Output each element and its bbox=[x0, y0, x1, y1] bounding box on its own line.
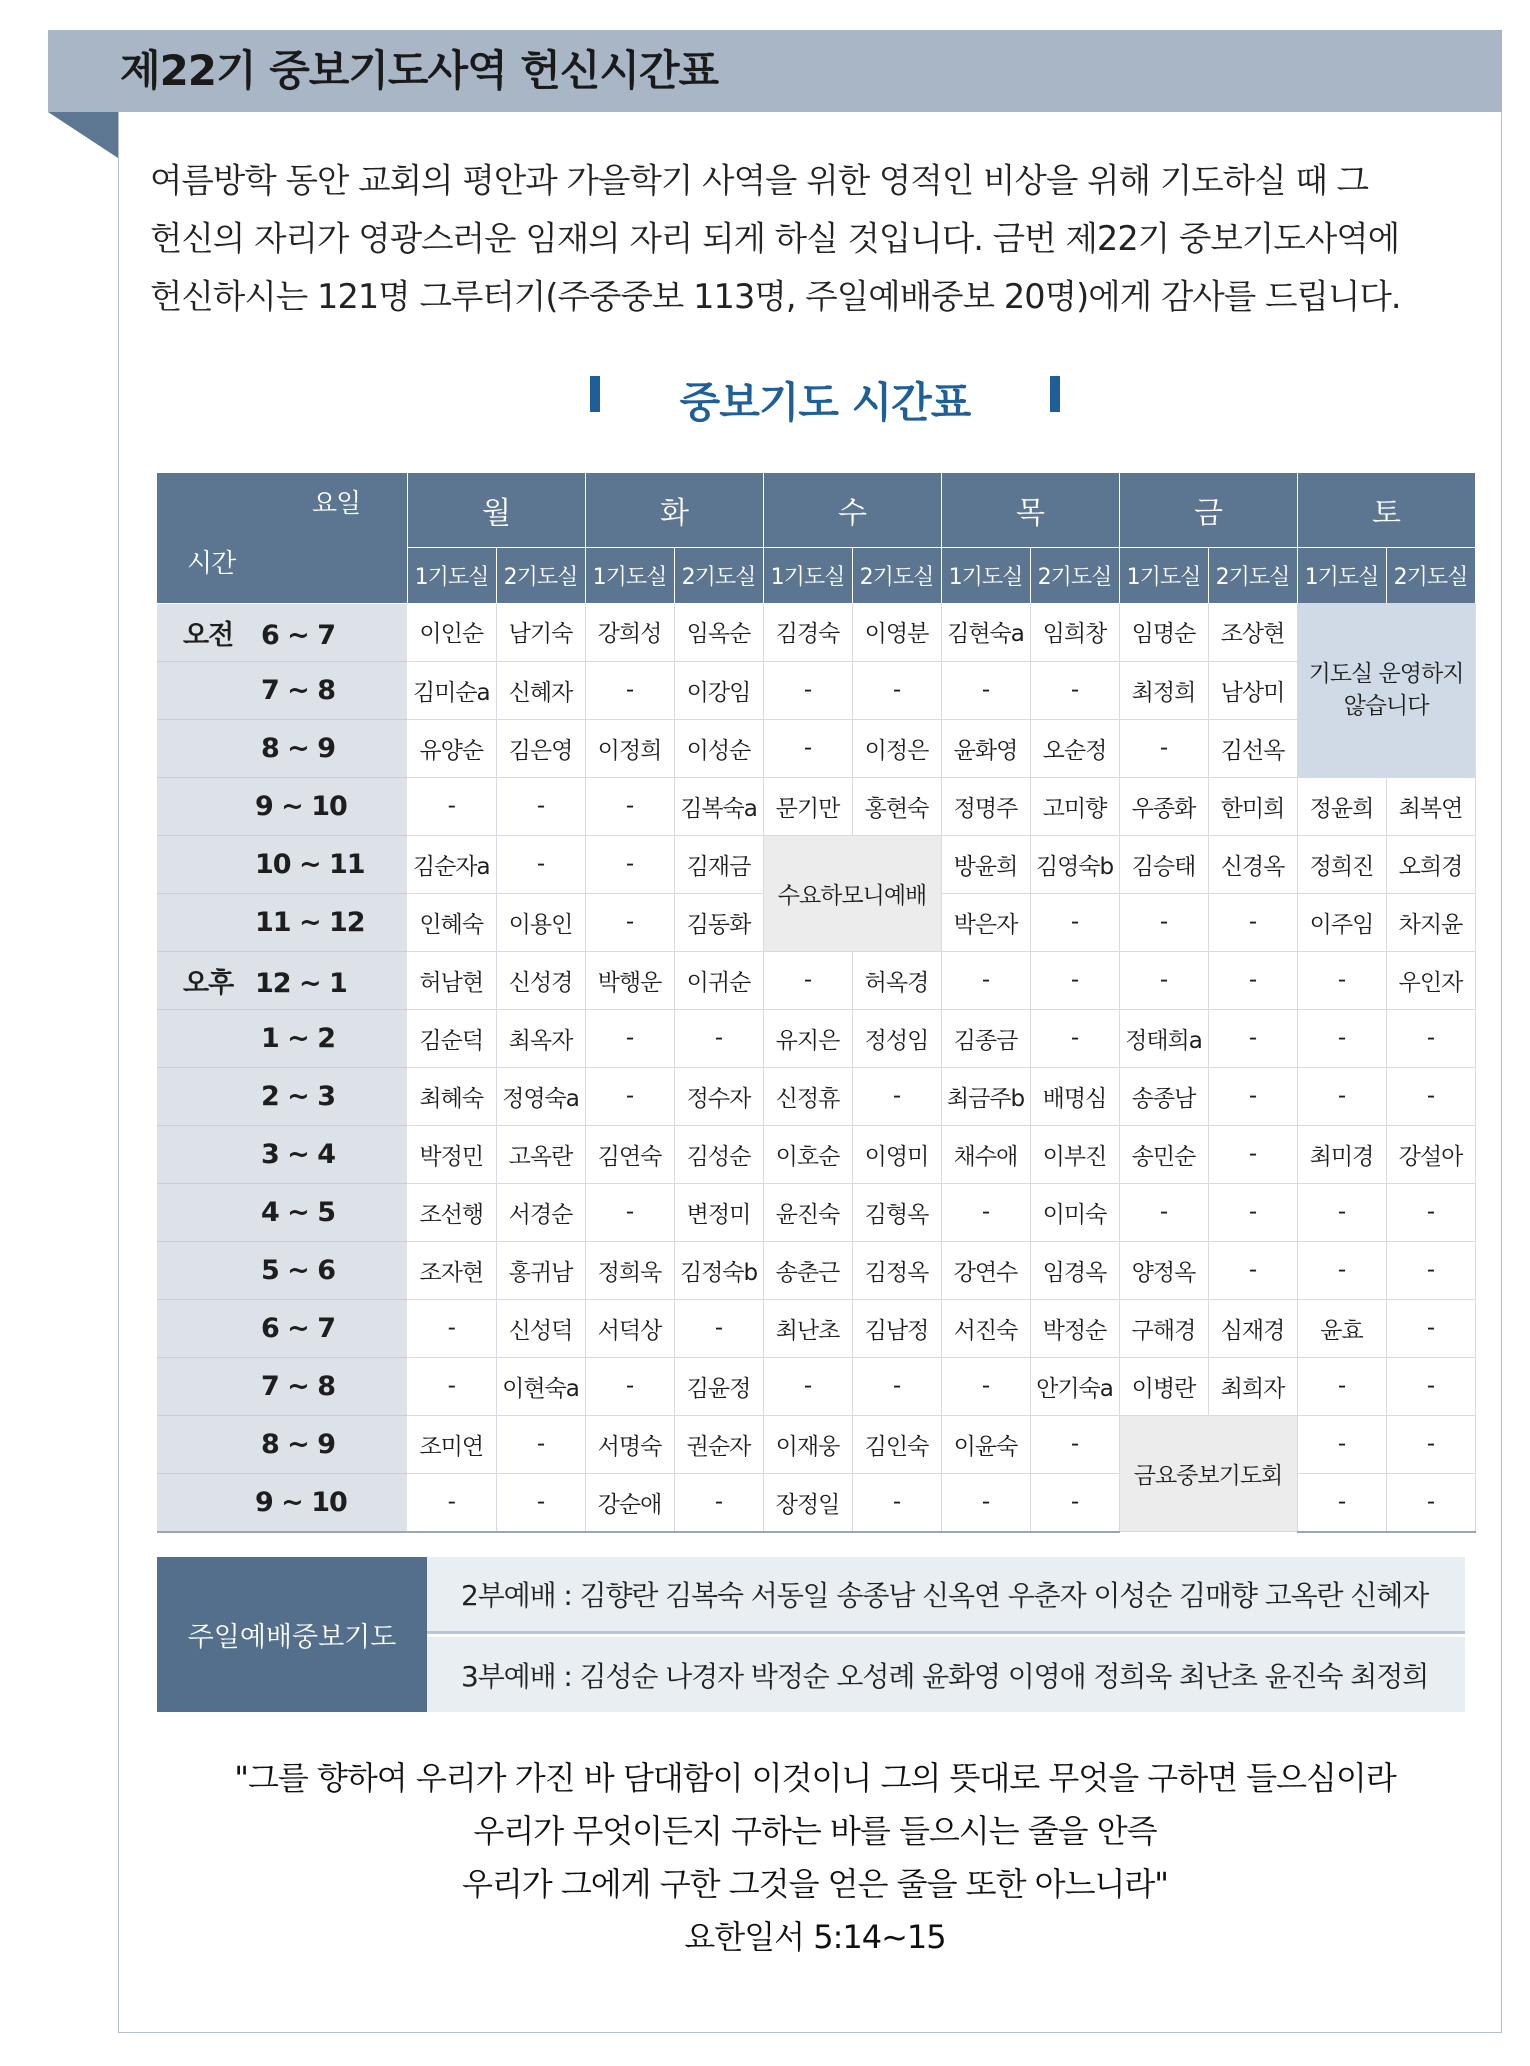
scripture-quote bbox=[150, 1752, 1480, 1964]
volunteer-cell: - bbox=[1030, 661, 1119, 719]
volunteer-cell: - bbox=[1386, 1357, 1475, 1415]
volunteer-cell: - bbox=[1297, 1183, 1386, 1241]
volunteer-cell: 남기숙 bbox=[496, 603, 585, 661]
time-range: 7 ~ 8 bbox=[261, 674, 335, 706]
volunteer-cell: 김인숙 bbox=[852, 1415, 941, 1473]
volunteer-cell: 최금주b bbox=[941, 1067, 1030, 1125]
volunteer-cell: 김정숙b bbox=[674, 1241, 763, 1299]
volunteer-cell: 최옥자 bbox=[496, 1009, 585, 1067]
time-slot bbox=[157, 1415, 407, 1473]
volunteer-cell: 최미경 bbox=[1297, 1125, 1386, 1183]
time-slot bbox=[157, 1183, 407, 1241]
time-range: 11 ~ 12 bbox=[255, 906, 365, 938]
volunteer-cell: 임명순 bbox=[1119, 603, 1208, 661]
volunteer-cell: - bbox=[1386, 1299, 1475, 1357]
heading-bar-right bbox=[1050, 376, 1060, 412]
volunteer-cell: - bbox=[941, 1183, 1030, 1241]
volunteer-cell: 김현숙a bbox=[941, 603, 1030, 661]
volunteer-cell: - bbox=[1208, 893, 1297, 951]
volunteer-cell: 정성임 bbox=[852, 1009, 941, 1067]
schedule-row bbox=[157, 777, 1475, 835]
schedule-row bbox=[157, 1067, 1475, 1125]
volunteer-cell: 김정옥 bbox=[852, 1241, 941, 1299]
volunteer-cell: - bbox=[1297, 1415, 1386, 1473]
volunteer-cell: - bbox=[1386, 1067, 1475, 1125]
volunteer-cell: - bbox=[496, 835, 585, 893]
volunteer-cell: 이호순 bbox=[763, 1125, 852, 1183]
volunteer-cell: 조자현 bbox=[407, 1241, 496, 1299]
time-range: 4 ~ 5 bbox=[261, 1196, 335, 1228]
time-range: 10 ~ 11 bbox=[255, 848, 365, 880]
schedule-row bbox=[157, 1125, 1475, 1183]
day-header: 화 bbox=[585, 473, 763, 548]
volunteer-cell: 김성순 bbox=[674, 1125, 763, 1183]
volunteer-cell: - bbox=[852, 1357, 941, 1415]
room-header: 1기도실 bbox=[941, 548, 1030, 604]
time-range: 6 ~ 7 bbox=[261, 1312, 335, 1344]
volunteer-cell: - bbox=[1030, 1415, 1119, 1473]
sunday-service-3: 3부예배 : 김성순 나경자 박정순 오성례 윤화영 이영애 정희욱 최난초 윤진숙 최정희 bbox=[427, 1637, 1465, 1712]
volunteer-cell: 우종화 bbox=[1119, 777, 1208, 835]
volunteer-cell: 김남정 bbox=[852, 1299, 941, 1357]
volunteer-cell: - bbox=[1030, 951, 1119, 1009]
volunteer-cell: - bbox=[1119, 893, 1208, 951]
volunteer-cell: - bbox=[852, 1473, 941, 1532]
volunteer-cell: 이부진 bbox=[1030, 1125, 1119, 1183]
room-header: 1기도실 bbox=[585, 548, 674, 604]
volunteer-cell: 신경옥 bbox=[1208, 835, 1297, 893]
volunteer-cell: 오순정 bbox=[1030, 719, 1119, 777]
volunteer-cell: 방윤희 bbox=[941, 835, 1030, 893]
volunteer-cell: 고미향 bbox=[1030, 777, 1119, 835]
volunteer-cell: 김경숙 bbox=[763, 603, 852, 661]
volunteer-cell: 송종남 bbox=[1119, 1067, 1208, 1125]
volunteer-cell: 박행운 bbox=[585, 951, 674, 1009]
room-header: 2기도실 bbox=[674, 548, 763, 604]
volunteer-cell: 오희경 bbox=[1386, 835, 1475, 893]
volunteer-cell: 신성덕 bbox=[496, 1299, 585, 1357]
volunteer-cell: 이성순 bbox=[674, 719, 763, 777]
volunteer-cell: 정명주 bbox=[941, 777, 1030, 835]
volunteer-cell: 김미순a bbox=[407, 661, 496, 719]
schedule-row bbox=[157, 719, 1475, 777]
friday-meeting-block: 금요중보기도회 bbox=[1119, 1415, 1297, 1532]
schedule-row bbox=[157, 1009, 1475, 1067]
volunteer-cell: 이강임 bbox=[674, 661, 763, 719]
volunteer-cell: 이병란 bbox=[1119, 1357, 1208, 1415]
volunteer-cell: 김재금 bbox=[674, 835, 763, 893]
time-range: 8 ~ 9 bbox=[261, 732, 335, 764]
time-slot bbox=[157, 603, 407, 661]
header-corner bbox=[157, 473, 407, 603]
volunteer-cell: 강연수 bbox=[941, 1241, 1030, 1299]
volunteer-cell: - bbox=[852, 1067, 941, 1125]
day-header: 토 bbox=[1297, 473, 1475, 548]
volunteer-cell: 신혜자 bbox=[496, 661, 585, 719]
volunteer-cell: 서명숙 bbox=[585, 1415, 674, 1473]
volunteer-cell: 윤진숙 bbox=[763, 1183, 852, 1241]
volunteer-cell: - bbox=[1119, 719, 1208, 777]
volunteer-cell: - bbox=[1386, 1241, 1475, 1299]
time-slot bbox=[157, 1473, 407, 1532]
time-slot bbox=[157, 835, 407, 893]
volunteer-cell: - bbox=[1030, 893, 1119, 951]
volunteer-cell: 한미희 bbox=[1208, 777, 1297, 835]
volunteer-cell: 김순덕 bbox=[407, 1009, 496, 1067]
volunteer-cell: - bbox=[496, 1415, 585, 1473]
volunteer-cell: - bbox=[407, 777, 496, 835]
volunteer-cell: 이정희 bbox=[585, 719, 674, 777]
time-slot bbox=[157, 1009, 407, 1067]
volunteer-cell: - bbox=[1386, 1009, 1475, 1067]
volunteer-cell: 이영분 bbox=[852, 603, 941, 661]
schedule-row bbox=[157, 1299, 1475, 1357]
volunteer-cell: 서덕상 bbox=[585, 1299, 674, 1357]
time-slot bbox=[157, 1125, 407, 1183]
volunteer-cell: 변정미 bbox=[674, 1183, 763, 1241]
volunteer-cell: 정윤희 bbox=[1297, 777, 1386, 835]
volunteer-cell: 정희욱 bbox=[585, 1241, 674, 1299]
volunteer-cell: 신성경 bbox=[496, 951, 585, 1009]
time-range: 2 ~ 3 bbox=[261, 1080, 335, 1112]
volunteer-cell: - bbox=[763, 951, 852, 1009]
volunteer-cell: 이영미 bbox=[852, 1125, 941, 1183]
schedule-heading bbox=[590, 366, 1060, 426]
volunteer-cell: 최복연 bbox=[1386, 777, 1475, 835]
room-header: 2기도실 bbox=[1386, 548, 1475, 604]
volunteer-cell: 허남현 bbox=[407, 951, 496, 1009]
volunteer-cell: 서경순 bbox=[496, 1183, 585, 1241]
volunteer-cell: 정수자 bbox=[674, 1067, 763, 1125]
volunteer-cell: 송춘근 bbox=[763, 1241, 852, 1299]
volunteer-cell: - bbox=[585, 893, 674, 951]
am-pm-label: 오전 bbox=[183, 619, 234, 651]
volunteer-cell: - bbox=[941, 661, 1030, 719]
day-header: 월 bbox=[407, 473, 585, 548]
schedule-row bbox=[157, 1183, 1475, 1241]
volunteer-cell: 박정순 bbox=[1030, 1299, 1119, 1357]
volunteer-cell: 심재경 bbox=[1208, 1299, 1297, 1357]
volunteer-cell: - bbox=[1386, 1183, 1475, 1241]
volunteer-cell: - bbox=[1119, 951, 1208, 1009]
volunteer-cell: 김동화 bbox=[674, 893, 763, 951]
room-header: 1기도실 bbox=[763, 548, 852, 604]
volunteer-cell: 안기숙a bbox=[1030, 1357, 1119, 1415]
volunteer-cell: - bbox=[1208, 1183, 1297, 1241]
volunteer-cell: 권순자 bbox=[674, 1415, 763, 1473]
day-header: 금 bbox=[1119, 473, 1297, 548]
sunday-label: 주일예배중보기도 bbox=[157, 1557, 427, 1712]
time-range: 9 ~ 10 bbox=[255, 790, 347, 822]
volunteer-cell: 최희자 bbox=[1208, 1357, 1297, 1415]
volunteer-cell: 차지윤 bbox=[1386, 893, 1475, 951]
volunteer-cell: 최정희 bbox=[1119, 661, 1208, 719]
sunday-intercession-box bbox=[157, 1557, 1465, 1712]
volunteer-cell: - bbox=[1297, 1473, 1386, 1532]
volunteer-cell: - bbox=[1386, 1415, 1475, 1473]
volunteer-cell: 문기만 bbox=[763, 777, 852, 835]
saturday-closed-notice: 기도실 운영하지 않습니다 bbox=[1297, 603, 1475, 777]
volunteer-cell: 구해경 bbox=[1119, 1299, 1208, 1357]
verse-reference: 요한일서 5:14~15 bbox=[684, 1918, 946, 1956]
time-range: 9 ~ 10 bbox=[255, 1486, 347, 1518]
volunteer-cell: 강설아 bbox=[1386, 1125, 1475, 1183]
volunteer-cell: 우인자 bbox=[1386, 951, 1475, 1009]
volunteer-cell: 유지은 bbox=[763, 1009, 852, 1067]
volunteer-cell: - bbox=[585, 1067, 674, 1125]
volunteer-cell: - bbox=[496, 1473, 585, 1532]
schedule-row bbox=[157, 1415, 1475, 1473]
volunteer-cell: 이주임 bbox=[1297, 893, 1386, 951]
volunteer-cell: - bbox=[674, 1009, 763, 1067]
time-range: 12 ~ 1 bbox=[255, 967, 347, 999]
volunteer-cell: 이귀순 bbox=[674, 951, 763, 1009]
volunteer-cell: 양정옥 bbox=[1119, 1241, 1208, 1299]
day-header: 수 bbox=[763, 473, 941, 548]
volunteer-cell: 김형옥 bbox=[852, 1183, 941, 1241]
intro-line: 헌신의 자리가 영광스러운 임재의 자리 되게 하실 것입니다. 금번 제22기 중보기도사역에 bbox=[150, 219, 1400, 258]
room-header: 2기도실 bbox=[1030, 548, 1119, 604]
volunteer-cell: 이정은 bbox=[852, 719, 941, 777]
schedule-heading-text: 중보기도 시간표 bbox=[679, 378, 971, 427]
room-header: 1기도실 bbox=[1297, 548, 1386, 604]
volunteer-cell: 박은자 bbox=[941, 893, 1030, 951]
volunteer-cell: 이인순 bbox=[407, 603, 496, 661]
volunteer-cell: - bbox=[585, 777, 674, 835]
volunteer-cell: - bbox=[1297, 1067, 1386, 1125]
volunteer-cell: - bbox=[585, 1357, 674, 1415]
volunteer-cell: 윤효 bbox=[1297, 1299, 1386, 1357]
volunteer-cell: 김순자a bbox=[407, 835, 496, 893]
time-range: 1 ~ 2 bbox=[261, 1022, 335, 1054]
volunteer-cell: 장정일 bbox=[763, 1473, 852, 1532]
volunteer-cell: 임희창 bbox=[1030, 603, 1119, 661]
volunteer-cell: - bbox=[496, 777, 585, 835]
volunteer-cell: 박정민 bbox=[407, 1125, 496, 1183]
volunteer-cell: - bbox=[407, 1299, 496, 1357]
time-range: 8 ~ 9 bbox=[261, 1428, 335, 1460]
volunteer-cell: 남상미 bbox=[1208, 661, 1297, 719]
volunteer-cell: 강순애 bbox=[585, 1473, 674, 1532]
volunteer-cell: 정희진 bbox=[1297, 835, 1386, 893]
volunteer-cell: 서진숙 bbox=[941, 1299, 1030, 1357]
verse-line: 우리가 그에게 구한 그것을 얻은 줄을 또한 아느니라" bbox=[461, 1865, 1169, 1903]
volunteer-cell: - bbox=[1208, 1009, 1297, 1067]
volunteer-cell: 최혜숙 bbox=[407, 1067, 496, 1125]
volunteer-cell: 임옥순 bbox=[674, 603, 763, 661]
prayer-schedule-table bbox=[157, 473, 1476, 1533]
title-fold-decoration bbox=[48, 112, 118, 158]
volunteer-cell: 송민순 bbox=[1119, 1125, 1208, 1183]
schedule-row bbox=[157, 951, 1475, 1009]
wednesday-service-block: 수요하모니예배 bbox=[763, 835, 941, 951]
volunteer-cell: - bbox=[585, 1009, 674, 1067]
am-pm-label: 오후 bbox=[183, 967, 234, 999]
volunteer-cell: 최난초 bbox=[763, 1299, 852, 1357]
volunteer-cell: 이미숙 bbox=[1030, 1183, 1119, 1241]
volunteer-cell: 김선옥 bbox=[1208, 719, 1297, 777]
volunteer-cell: - bbox=[1297, 1357, 1386, 1415]
volunteer-cell: - bbox=[585, 835, 674, 893]
volunteer-cell: - bbox=[407, 1473, 496, 1532]
room-header: 1기도실 bbox=[1119, 548, 1208, 604]
time-slot bbox=[157, 1067, 407, 1125]
volunteer-cell: 강희성 bbox=[585, 603, 674, 661]
volunteer-cell: 정태희a bbox=[1119, 1009, 1208, 1067]
volunteer-cell: - bbox=[1208, 951, 1297, 1009]
volunteer-cell: 김종금 bbox=[941, 1009, 1030, 1067]
volunteer-cell: - bbox=[1297, 951, 1386, 1009]
verse-line: "그를 향하여 우리가 가진 바 담대함이 이것이니 그의 뜻대로 무엇을 구하면 들으심이라 bbox=[234, 1759, 1396, 1797]
volunteer-cell: - bbox=[763, 1357, 852, 1415]
schedule-row bbox=[157, 1357, 1475, 1415]
volunteer-cell: - bbox=[1297, 1009, 1386, 1067]
volunteer-cell: 김은영 bbox=[496, 719, 585, 777]
volunteer-cell: - bbox=[1030, 1009, 1119, 1067]
volunteer-cell: 고옥란 bbox=[496, 1125, 585, 1183]
volunteer-cell: - bbox=[852, 661, 941, 719]
volunteer-cell: 김복숙a bbox=[674, 777, 763, 835]
volunteer-cell: - bbox=[585, 1183, 674, 1241]
intro-line: 여름방학 동안 교회의 평안과 가을학기 사역을 위한 영적인 비상을 위해 기도하실 때 그 bbox=[150, 161, 1369, 200]
time-slot bbox=[157, 1357, 407, 1415]
volunteer-cell: - bbox=[763, 719, 852, 777]
volunteer-cell: 배명심 bbox=[1030, 1067, 1119, 1125]
volunteer-cell: - bbox=[1208, 1125, 1297, 1183]
volunteer-cell: 김영숙b bbox=[1030, 835, 1119, 893]
schedule-row bbox=[157, 603, 1475, 661]
volunteer-cell: - bbox=[674, 1299, 763, 1357]
time-slot bbox=[157, 777, 407, 835]
volunteer-cell: 정영숙a bbox=[496, 1067, 585, 1125]
time-slot bbox=[157, 893, 407, 951]
header-time-label: 시간 bbox=[187, 549, 236, 579]
volunteer-cell: 이용인 bbox=[496, 893, 585, 951]
volunteer-cell: - bbox=[1297, 1241, 1386, 1299]
volunteer-cell: 이윤숙 bbox=[941, 1415, 1030, 1473]
volunteer-cell: 허옥경 bbox=[852, 951, 941, 1009]
schedule-row bbox=[157, 1241, 1475, 1299]
header-day-label: 요일 bbox=[312, 489, 361, 519]
volunteer-cell: - bbox=[1386, 1473, 1475, 1532]
volunteer-cell: - bbox=[585, 661, 674, 719]
volunteer-cell: 임경옥 bbox=[1030, 1241, 1119, 1299]
time-range: 5 ~ 6 bbox=[261, 1254, 335, 1286]
volunteer-cell: 홍현숙 bbox=[852, 777, 941, 835]
volunteer-cell: 조상현 bbox=[1208, 603, 1297, 661]
time-range: 7 ~ 8 bbox=[261, 1370, 335, 1402]
volunteer-cell: - bbox=[1119, 1183, 1208, 1241]
time-range: 6 ~ 7 bbox=[261, 619, 335, 651]
volunteer-cell: 김승태 bbox=[1119, 835, 1208, 893]
volunteer-cell: 신정휴 bbox=[763, 1067, 852, 1125]
volunteer-cell: 유양순 bbox=[407, 719, 496, 777]
intro-paragraph bbox=[150, 152, 1490, 326]
volunteer-cell: 홍귀남 bbox=[496, 1241, 585, 1299]
volunteer-cell: - bbox=[941, 951, 1030, 1009]
time-range: 3 ~ 4 bbox=[261, 1138, 335, 1170]
volunteer-cell: 이재웅 bbox=[763, 1415, 852, 1473]
verse-line: 우리가 무엇이든지 구하는 바를 들으시는 줄을 안즉 bbox=[473, 1812, 1157, 1850]
page-title: 제22기 중보기도사역 헌신시간표 bbox=[120, 46, 719, 95]
volunteer-cell: 조미연 bbox=[407, 1415, 496, 1473]
volunteer-cell: - bbox=[1208, 1067, 1297, 1125]
volunteer-cell: - bbox=[763, 661, 852, 719]
volunteer-cell: 조선행 bbox=[407, 1183, 496, 1241]
volunteer-cell: - bbox=[941, 1357, 1030, 1415]
time-slot bbox=[157, 719, 407, 777]
room-header: 2기도실 bbox=[496, 548, 585, 604]
room-header: 1기도실 bbox=[407, 548, 496, 604]
day-header: 목 bbox=[941, 473, 1119, 548]
room-header: 2기도실 bbox=[852, 548, 941, 604]
volunteer-cell: 이현숙a bbox=[496, 1357, 585, 1415]
schedule-row bbox=[157, 661, 1475, 719]
volunteer-cell: 김연숙 bbox=[585, 1125, 674, 1183]
volunteer-cell: 김윤정 bbox=[674, 1357, 763, 1415]
volunteer-cell: - bbox=[1208, 1241, 1297, 1299]
time-slot bbox=[157, 951, 407, 1009]
volunteer-cell: - bbox=[1030, 1473, 1119, 1532]
intro-line: 헌신하시는 121명 그루터기(주중중보 113명, 주일예배중보 20명)에게 감사를 드립니다. bbox=[150, 277, 1401, 316]
volunteer-cell: - bbox=[674, 1473, 763, 1532]
time-slot bbox=[157, 661, 407, 719]
volunteer-cell: - bbox=[407, 1357, 496, 1415]
volunteer-cell: 윤화영 bbox=[941, 719, 1030, 777]
sunday-service-2: 2부예배 : 김향란 김복숙 서동일 송종남 신옥연 우춘자 이성순 김매향 고옥란 신혜자 bbox=[427, 1557, 1465, 1634]
time-slot bbox=[157, 1241, 407, 1299]
time-slot bbox=[157, 1299, 407, 1357]
schedule-row bbox=[157, 835, 1475, 893]
room-header: 2기도실 bbox=[1208, 548, 1297, 604]
volunteer-cell: 인혜숙 bbox=[407, 893, 496, 951]
volunteer-cell: - bbox=[941, 1473, 1030, 1532]
volunteer-cell: 채수애 bbox=[941, 1125, 1030, 1183]
